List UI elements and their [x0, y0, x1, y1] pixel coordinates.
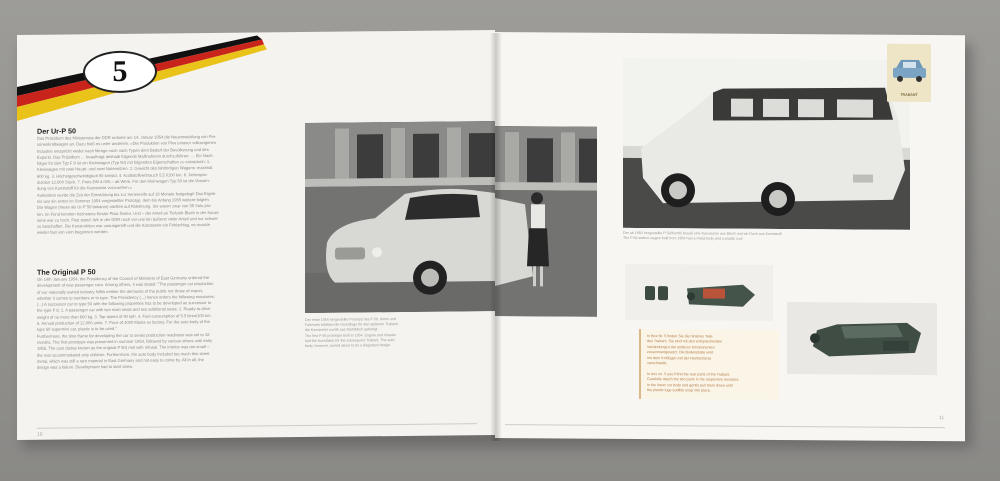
english-text-line: 1955. The cars (today known as the original P 50) met with refusal. The interior was too small –: [37, 344, 210, 352]
assembly-note-line: Carefully attach the two parts in the respective recesses: [647, 377, 739, 382]
chapter-tab: [887, 44, 931, 102]
chapter-tab-label: TRABANT: [900, 92, 918, 97]
english-text-line: weight of no more than 600 kg. 3. Top speed of 90 kph. 4. Fuel consumption of 5.5 litres/100 km.: [37, 312, 212, 320]
prototype-photo-right: [495, 126, 597, 317]
english-text-line: type 50 supermini car, plastic is to be used.": [37, 326, 117, 333]
station-wagon-drawing: [623, 58, 910, 230]
prototype-caption-line: Der erste 1954 hergestellte Prototyp des P 50. Motor und: [305, 317, 397, 322]
assembly-note-line: the plastic lugs audibly snap into place.: [647, 388, 711, 393]
english-text-line: of our nationally owned industry fulfils neither the demands of the public nor those of export,: [37, 287, 204, 295]
english-text-line: the rear accommodated only children. Furthermore, the auto body included too much thin sheet: [37, 350, 210, 358]
left-page: [17, 30, 495, 440]
assembly-note-line: Verbindungen der anderen Komponenten: [647, 344, 715, 350]
german-text-line: sonenkraftwagen an. Dazu hieß es unter anderem: »Die Produktion von Pkw unserer volkseigenen: [37, 140, 217, 148]
english-text-line: the type F 8: 1. A passenger car with two main seats and two additional seats. 2. Ready-to-drive: [37, 306, 211, 314]
assembly-note-line: mit dem Kotflügel und der Heckschürze: [647, 355, 712, 361]
prototype-caption-line: die Karosserie wurde aus Stahlblech gefertigt.: [305, 327, 379, 333]
german-text-line: folger für den Typ F 8 ist ein Kleinwagen (Typ 50) mit folgenden Eigenschaften zu entwickeln: 1.: [37, 159, 211, 166]
english-text-line: metal, which was still a rare material in East Germany and not easy to come by. All in all, the: [37, 356, 204, 364]
german-text-line: 600 kg. 3. Höchstgeschwindigkeit 90 km/std. 4. Kraftstoffverbrauch 5,5 l/100 km. 6. Jahrespro-: [37, 171, 208, 179]
section-title-german: Der Ur-P 50: [37, 126, 77, 136]
german-text-line: serie war zu hoch. Fest stand: Wir in der DDR noch vor uns ten äußerst vieler Anteil und nur schwer: [37, 215, 218, 223]
wagon-caption-line: Der ab 1954 hergestellte P 50/Kombi besaß eine Karosserie aus Blech und ein Dach aus Kunststoff.: [623, 230, 783, 237]
assembly-note-line: In Box Nr. 5 finden Sie die hinteren Teile: [647, 334, 713, 339]
model-parts-photo: [625, 264, 773, 321]
english-text-line: development of new passenger cars. Among others, it was stated: "The passenger car production: [37, 281, 214, 289]
german-text-line: nis war ein erster im Sommer 1954 vorgestellter Prototyp, dem bis Anfang 1955 weitere folgten.: [37, 196, 210, 204]
prototype-caption-line: Fahrwerk bildeten die Grundlage für den späteren Trabant,: [305, 322, 399, 328]
wagon-caption-line: The P 50 station wagon built from 1954 had a metal body and a plastic roof.: [623, 236, 744, 241]
station-wagon-photo: [623, 58, 910, 230]
model-chassis-photo: [787, 302, 937, 375]
english-text-line: On 14th January 1954, the Presidency of the Council of Ministers of East Germany ordered the: [37, 274, 210, 282]
assembly-note-line: in the lower car body and gently pull them down until: [647, 382, 733, 388]
german-text-line: Außerdem wurde die Zeit der Entwicklung bis zur Serienreife auf 18 Monate festgelegt! Das Ergeb-: [37, 190, 217, 198]
footer-rule-right: [505, 424, 945, 428]
right-page: [495, 32, 965, 441]
assembly-note-line: verschraubt.: [647, 361, 668, 366]
german-text-line: ten. Im Fond konnten höchstens Kinder Platz finden. Und – der Anteil an Tiefzieh-Blech in der Karos-: [37, 209, 220, 217]
english-text-line: Furthermore, the time frame for developing the car to series production readiness was set to 18: [37, 331, 210, 339]
german-text-line: duktion 12.000 Stück. 7. Preis DM 4.000,– ab Werk. Für den Kleinwagen Typ 50 ist die Verwen-: [37, 178, 211, 185]
german-text-line: Kleinwagen mit zwei Haupt- und zwei Notensitzen. 2. Gewicht des fahrfertigen Wagens: maximal: [37, 165, 213, 173]
prototype-caption-line: body, however, turned about to be a disgusted design.: [305, 343, 392, 348]
book-spine: [490, 33, 502, 441]
assembly-note-line: zusammengesetzt. Die Bodenplatte wird: [647, 350, 713, 355]
page-number-right: 11: [939, 415, 945, 422]
german-text-line: Exports. Das Präsidium … beauftragt deshalb folgende Maßnahmen durchzuführen: … Ein Nach-: [37, 152, 214, 160]
english-text-line: design was a failure. Development had to start anew.: [37, 363, 134, 370]
english-text-line: (...) A successor car to type 50 with the following properties has to be developed as successor to: [37, 300, 212, 307]
english-text-line: months. The first prototype was presented in summer 1954, followed by various others until early: [37, 337, 213, 345]
station-wagon-caption: [623, 231, 903, 243]
section-body-german: [37, 133, 302, 237]
assembly-note-line: des Trabant. Sie sind mit den entsprechenden: [647, 339, 723, 344]
german-text-line: dung von Kunststoff für die Karosserie vorzusehen.«: [37, 185, 133, 192]
german-text-line: Industrie entspricht weder nach Menge noch nach Typen dem Bedarf der Bevölkerung und des: [37, 146, 209, 154]
chapter-number: 5: [112, 54, 128, 88]
prototype-caption-line: laid the foundation for the subsequent Trabant. The auto: [305, 337, 395, 343]
woman-photo-drawing: [495, 126, 597, 317]
assembly-note-line: In box no. 5 you'll find the rear parts of the Trabant.: [647, 371, 731, 377]
prototype-caption-line: The first P 50 prototype built in 1954. Engine and chassis: [305, 332, 396, 338]
prototype-photo-left: [305, 121, 495, 313]
english-text-line: whether it comes to numbers or to type. The Presidency (...) hence orders the following measures:: [37, 293, 215, 301]
prototype-photo-drawing: [305, 121, 495, 313]
trabant-car-icon: [887, 44, 931, 90]
assembly-note: [639, 329, 779, 400]
page-number-left: 10: [37, 431, 43, 438]
english-text-line: 6. Annual production of 12,000 units. 7. Price of 4000 Marks ex factory. For the auto body of the: [37, 319, 210, 326]
prototype-photo-caption: [305, 316, 475, 349]
german-text-line: zu beschaffen. Die Konstruktion war unausgereift und die Karosserie ein Fehlschlag, es musste: [37, 222, 210, 229]
section-body-english: [37, 274, 302, 371]
model-chassis-drawing: [787, 302, 937, 375]
model-parts-drawing: [625, 264, 773, 321]
german-text-line: Das Präsidium des Ministerrats der DDR ordnete am 14. Januar 1954 die Neuentwicklung von Per-: [37, 133, 217, 141]
footer-rule: [37, 423, 477, 429]
german-text-line: Die Wagen (heute als Ur-P 50 bekannt) stießen auf Ablehnung. Sie waren zwar von 55 Solo pro-: [37, 203, 212, 211]
german-text-line: wieder fast von vorn begonnen werden.: [37, 229, 109, 236]
section-title-english: The Original P 50: [37, 267, 96, 277]
